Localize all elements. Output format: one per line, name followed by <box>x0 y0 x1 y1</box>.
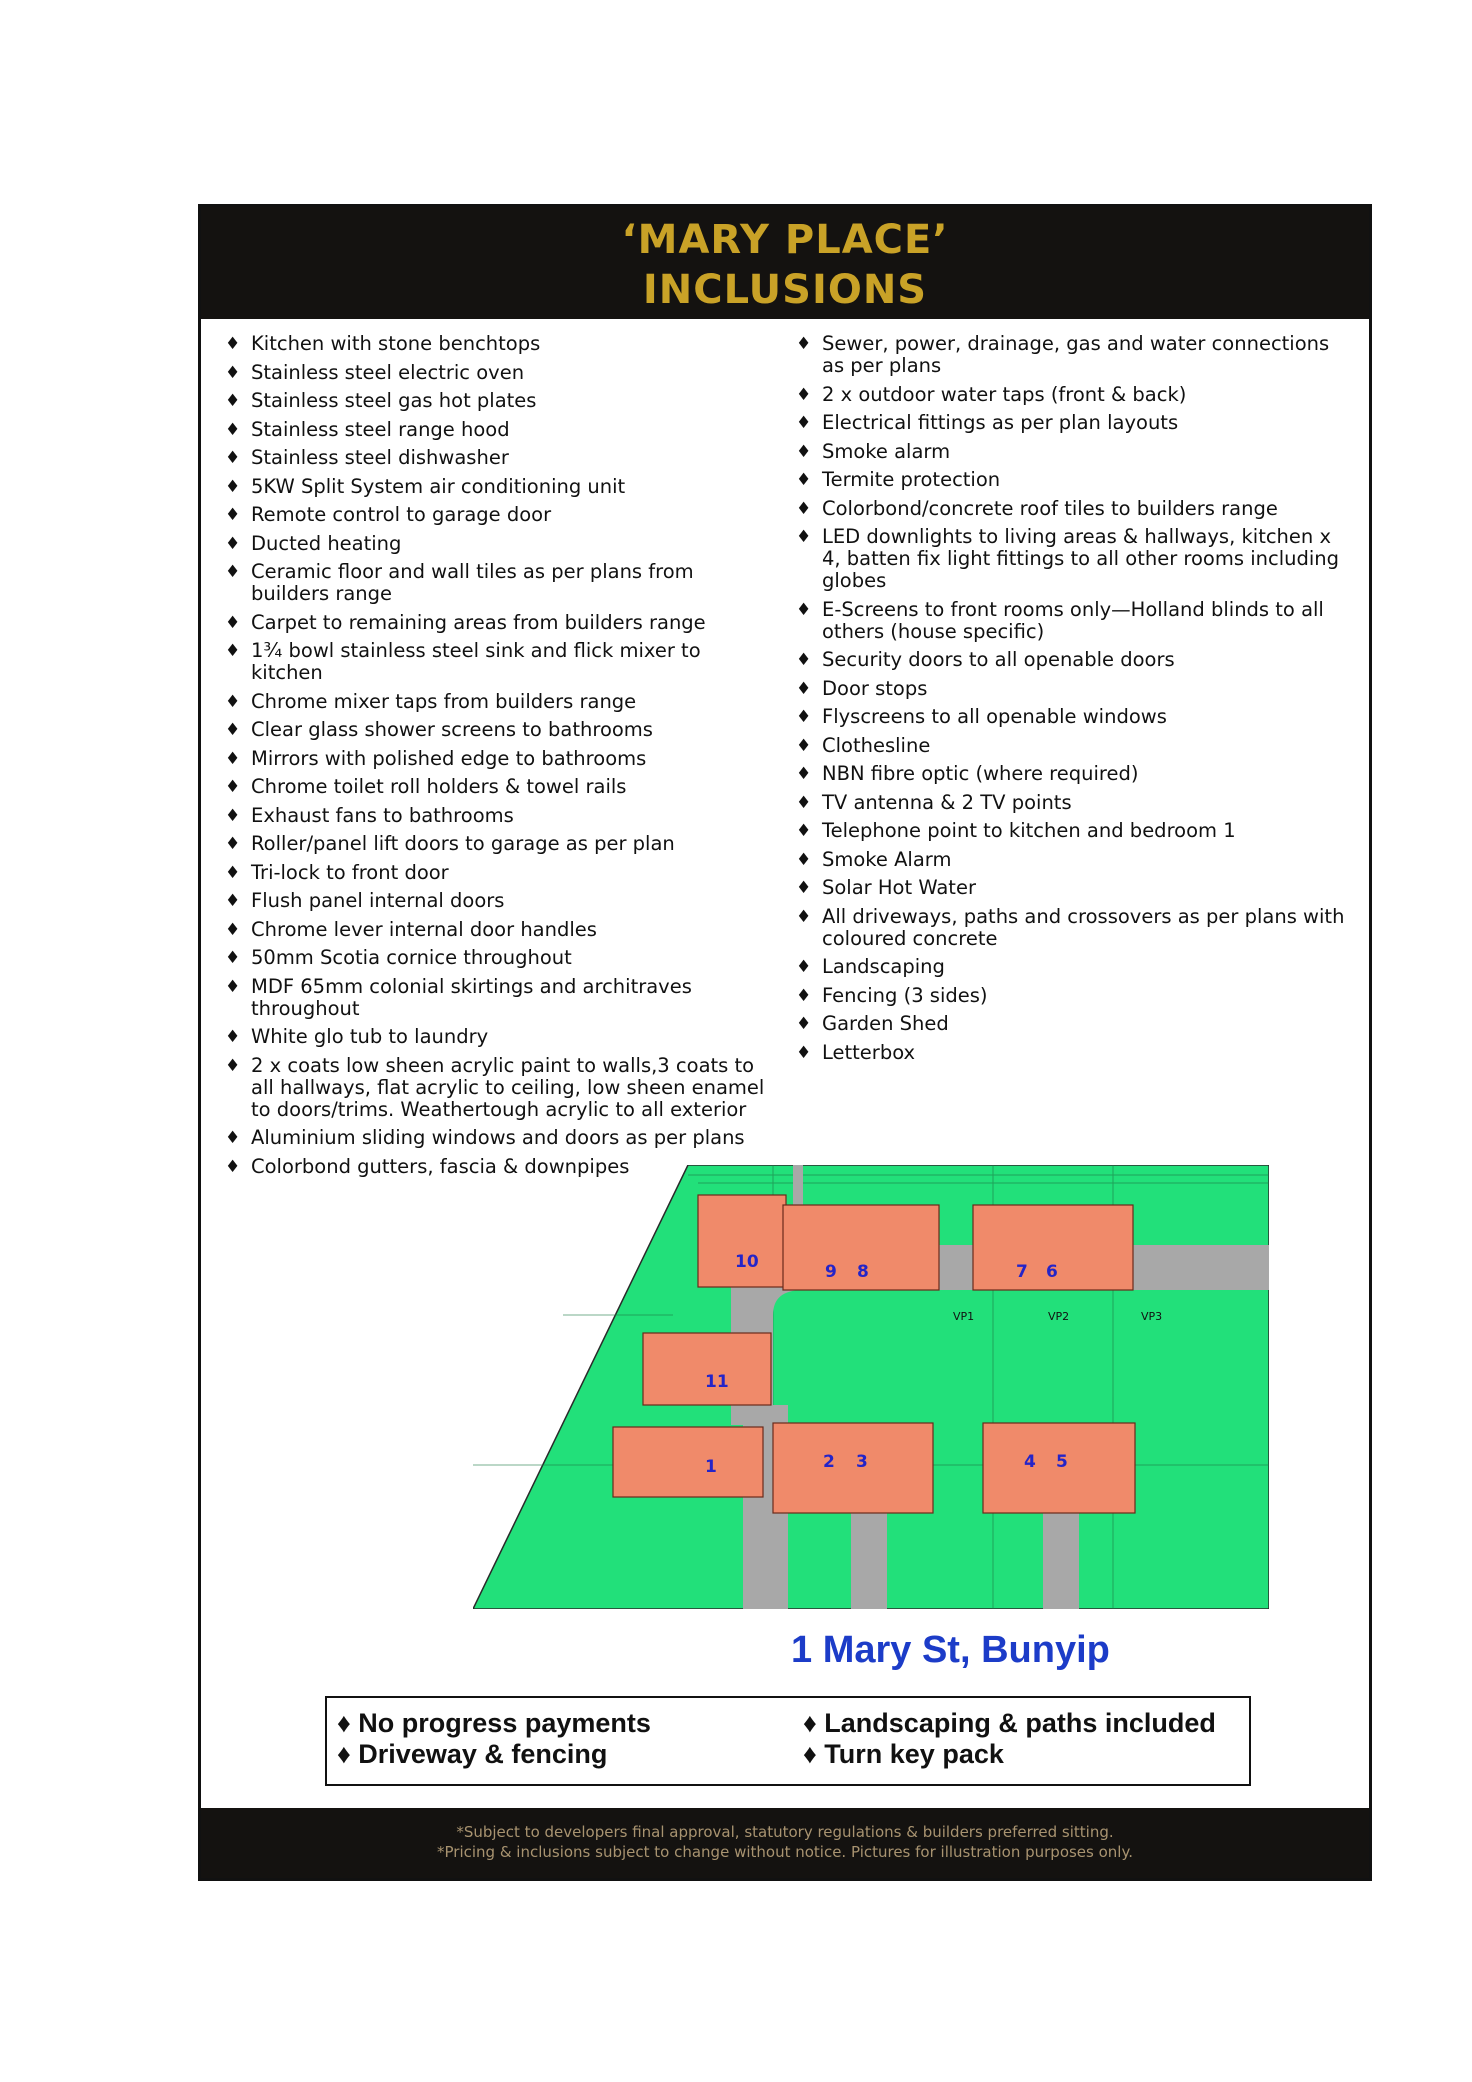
inclusion-text: All driveways, paths and crossovers as per plans with coloured concrete <box>822 904 1345 950</box>
diamond-bullet-icon: ♦ <box>796 1042 812 1063</box>
inclusion-item <box>796 906 1352 950</box>
diamond-bullet-icon: ♦ <box>225 476 241 497</box>
lot-label-7: 7 <box>1016 1262 1028 1282</box>
property-address: 1 Mary St, Bunyip <box>791 1629 1110 1671</box>
vp2-label: VP2 <box>1048 1310 1070 1323</box>
inclusion-item <box>796 526 1352 592</box>
diamond-bullet-icon: ♦ <box>225 1055 241 1076</box>
inclusion-text: E-Screens to front rooms only—Holland blinds to all others (house specific) <box>822 597 1324 643</box>
lot-label-3: 3 <box>856 1452 868 1472</box>
inclusion-item <box>225 805 765 827</box>
highlight-no-progress-payments: ♦ No progress payments <box>337 1708 651 1738</box>
inclusion-item <box>796 498 1352 520</box>
inclusion-item <box>225 504 765 526</box>
diamond-bullet-icon: ♦ <box>225 1027 241 1047</box>
inclusion-item <box>225 419 765 441</box>
title-line-2: INCLUSIONS <box>642 267 928 313</box>
inclusion-item <box>796 956 1352 978</box>
diamond-bullet-icon: ♦ <box>796 470 812 490</box>
inclusion-item <box>225 612 765 634</box>
inclusion-text: Smoke Alarm <box>822 847 952 871</box>
diamond-bullet-icon: ♦ <box>796 599 812 620</box>
diamond-bullet-icon: ♦ <box>796 334 812 354</box>
lot-label-1: 1 <box>705 1457 717 1477</box>
diamond-bullet-icon: ♦ <box>803 1739 817 1769</box>
lot-label-11: 11 <box>705 1372 729 1392</box>
diamond-bullet-icon: ♦ <box>225 419 241 440</box>
lot-label-8: 8 <box>857 1262 869 1282</box>
inclusion-item <box>796 763 1352 785</box>
diamond-bullet-icon: ♦ <box>803 1708 817 1738</box>
diamond-bullet-icon: ♦ <box>225 391 241 411</box>
inclusion-item <box>796 384 1352 406</box>
inclusion-text: Stainless steel range hood <box>251 417 510 441</box>
inclusion-text: Solar Hot Water <box>822 876 976 899</box>
diamond-bullet-icon: ♦ <box>225 834 241 854</box>
inclusion-text: Garden Shed <box>822 1012 949 1035</box>
inclusion-text: 2 x coats low sheen acrylic paint to walls,3 coats to all hallways, flat acrylic to ceiling, low sheen enamel to doors/trims. Weathertough acrylic to all exterior <box>251 1053 765 1121</box>
highlight-driveway-fencing: ♦ Driveway & fencing <box>337 1739 608 1769</box>
diamond-bullet-icon: ♦ <box>796 707 812 727</box>
inclusion-item <box>796 412 1352 434</box>
inclusion-text: Termite protection <box>822 468 1001 491</box>
inclusion-text: Clothesline <box>822 733 931 757</box>
inclusion-item <box>796 1042 1352 1064</box>
diamond-bullet-icon: ♦ <box>796 384 812 405</box>
inclusion-item <box>225 1026 765 1048</box>
inclusion-item <box>225 333 765 355</box>
diamond-bullet-icon: ♦ <box>225 641 241 661</box>
diamond-bullet-icon: ♦ <box>225 976 241 997</box>
inclusion-text: White glo tub to laundry <box>251 1025 489 1048</box>
inclusion-text: Aluminium sliding windows and doors as per plans <box>251 1126 745 1149</box>
inclusion-item <box>225 561 765 605</box>
inclusion-item <box>796 469 1352 491</box>
inclusion-text: Electrical fittings as per plan layouts <box>822 411 1179 434</box>
diamond-bullet-icon: ♦ <box>225 533 241 554</box>
inclusion-item <box>796 792 1352 814</box>
diamond-bullet-icon: ♦ <box>225 1128 241 1148</box>
diamond-bullet-icon: ♦ <box>796 498 812 519</box>
inclusion-item <box>225 947 765 969</box>
inclusion-text: TV antenna & 2 TV points <box>822 790 1072 814</box>
inclusion-text: Ceramic floor and wall tiles as per plans from builders range <box>251 560 694 605</box>
inclusion-text: Stainless steel electric oven <box>251 360 525 384</box>
inclusion-text: Colorbond/concrete roof tiles to builders range <box>822 496 1278 520</box>
diamond-bullet-icon: ♦ <box>225 862 241 883</box>
diamond-bullet-icon: ♦ <box>225 691 241 712</box>
inclusion-text: Exhaust fans to bathrooms <box>251 803 514 827</box>
house-lot-2-3 <box>773 1423 933 1513</box>
inclusion-text: Telephone point to kitchen and bedroom 1 <box>822 819 1236 842</box>
lot-label-2: 2 <box>823 1452 835 1472</box>
inclusion-text: Chrome mixer taps from builders range <box>251 689 637 713</box>
inclusion-item <box>796 985 1352 1007</box>
inclusion-item <box>225 640 765 684</box>
inclusion-item <box>225 362 765 384</box>
inclusion-text: Ducted heating <box>251 531 402 555</box>
diamond-bullet-icon: ♦ <box>337 1708 351 1738</box>
lot-label-10: 10 <box>735 1252 759 1272</box>
inclusion-text: Remote control to garage door <box>251 503 552 526</box>
inclusion-item <box>225 390 765 412</box>
inclusion-text: MDF 65mm colonial skirtings and architraves throughout <box>251 974 692 1020</box>
diamond-bullet-icon: ♦ <box>225 1156 241 1177</box>
diamond-bullet-icon: ♦ <box>796 735 812 756</box>
diamond-bullet-icon: ♦ <box>796 764 812 784</box>
inclusion-text: Smoke alarm <box>822 439 951 463</box>
inclusion-item <box>225 533 765 555</box>
inclusion-item <box>225 1127 765 1149</box>
inclusion-item <box>225 447 765 469</box>
diamond-bullet-icon: ♦ <box>796 650 812 670</box>
diamond-bullet-icon: ♦ <box>225 362 241 383</box>
inclusion-item <box>225 476 765 498</box>
inclusions-left-list <box>225 333 765 1184</box>
inclusion-item <box>796 849 1352 871</box>
diamond-bullet-icon: ♦ <box>796 1014 812 1034</box>
diamond-bullet-icon: ♦ <box>796 527 812 547</box>
inclusion-text: Stainless steel dishwasher <box>251 446 509 469</box>
diamond-bullet-icon: ♦ <box>225 562 241 582</box>
inclusion-item <box>796 1013 1352 1035</box>
inclusion-item <box>796 649 1352 671</box>
diamond-bullet-icon: ♦ <box>225 919 241 940</box>
diamond-bullet-icon: ♦ <box>796 792 812 813</box>
lot-label-4: 4 <box>1024 1452 1036 1472</box>
diamond-bullet-icon: ♦ <box>225 805 241 826</box>
diamond-bullet-icon: ♦ <box>225 948 241 968</box>
inclusion-item <box>796 820 1352 842</box>
diamond-bullet-icon: ♦ <box>796 985 812 1006</box>
highlight-landscaping-paths: ♦ Landscaping & paths included <box>803 1708 1216 1738</box>
inclusion-text: Sewer, power, drainage, gas and water connections as per plans <box>822 332 1330 377</box>
inclusion-text: Letterbox <box>822 1040 916 1064</box>
highlights-box <box>325 1696 1251 1786</box>
inclusion-text: 50mm Scotia cornice throughout <box>251 946 572 969</box>
brochure-frame <box>198 204 1372 1881</box>
diamond-bullet-icon: ♦ <box>225 612 241 633</box>
inclusion-text: Fencing (3 sides) <box>822 983 988 1007</box>
diamond-bullet-icon: ♦ <box>796 678 812 699</box>
inclusion-item <box>796 333 1352 377</box>
inclusion-text: NBN fibre optic (where required) <box>822 762 1139 785</box>
diamond-bullet-icon: ♦ <box>796 957 812 977</box>
inclusion-text: Door stops <box>822 676 928 700</box>
diamond-bullet-icon: ♦ <box>225 720 241 740</box>
footer-disclaimer-1: *Subject to developers final approval, statutory regulations & builders preferred sitting. <box>456 1823 1114 1841</box>
diamond-bullet-icon: ♦ <box>225 505 241 525</box>
lot-label-5: 5 <box>1056 1452 1068 1472</box>
inclusion-text: Carpet to remaining areas from builders range <box>251 610 706 634</box>
inclusion-text: 2 x outdoor water taps (front & back) <box>822 382 1187 406</box>
lot-label-6: 6 <box>1046 1262 1058 1282</box>
vp3-label: VP3 <box>1141 1310 1163 1323</box>
inclusion-text: Tri-lock to front door <box>251 860 449 884</box>
inclusion-text: Landscaping <box>822 955 945 978</box>
inclusion-text: 5KW Split System air conditioning unit <box>251 474 626 498</box>
inclusion-item <box>225 719 765 741</box>
inclusion-item <box>225 833 765 855</box>
inclusion-text: Flyscreens to all openable windows <box>822 705 1167 728</box>
diamond-bullet-icon: ♦ <box>225 777 241 797</box>
inclusion-text: Colorbond gutters, fascia & downpipes <box>251 1154 630 1178</box>
inclusion-text: Chrome toilet roll holders & towel rails <box>251 775 627 798</box>
inclusion-item <box>796 441 1352 463</box>
inclusion-item <box>225 1055 765 1121</box>
diamond-bullet-icon: ♦ <box>796 878 812 898</box>
highlight-turn-key-pack: ♦ Turn key pack <box>803 1739 1004 1769</box>
inclusion-text: Kitchen with stone benchtops <box>251 332 541 355</box>
diamond-bullet-icon: ♦ <box>225 891 241 911</box>
inclusion-text: Security doors to all openable doors <box>822 648 1175 671</box>
inclusion-text: Flush panel internal doors <box>251 889 505 912</box>
diamond-bullet-icon: ♦ <box>796 849 812 870</box>
inclusion-text: Clear glass shower screens to bathrooms <box>251 718 653 741</box>
house-lot-10 <box>698 1195 786 1287</box>
site-plan <box>473 1165 1269 1609</box>
inclusion-item <box>225 748 765 770</box>
diamond-bullet-icon: ♦ <box>796 413 812 433</box>
inclusions-right-list <box>796 333 1352 1070</box>
diamond-bullet-icon: ♦ <box>796 821 812 841</box>
inclusion-text: Stainless steel gas hot plates <box>251 389 537 412</box>
footer-disclaimer-2: *Pricing & inclusions subject to change without notice. Pictures for illustration purposes only. <box>437 1843 1133 1861</box>
inclusion-text: 1¾ bowl stainless steel sink and flick mixer to kitchen <box>251 639 701 684</box>
inclusion-text: Chrome lever internal door handles <box>251 917 597 941</box>
inclusion-item <box>225 976 765 1020</box>
house-lot-11 <box>643 1333 771 1405</box>
title-line-1: ‘MARY PLACE’ <box>621 217 949 263</box>
inclusion-item <box>796 599 1352 643</box>
diamond-bullet-icon: ♦ <box>796 906 812 927</box>
inclusion-text: LED downlights to living areas & hallways, kitchen x 4, batten fix light fittings to all other rooms including globes <box>822 525 1340 592</box>
diamond-bullet-icon: ♦ <box>225 448 241 468</box>
inclusion-item <box>225 691 765 713</box>
diamond-bullet-icon: ♦ <box>225 334 241 354</box>
house-lot-1 <box>613 1427 763 1497</box>
inclusion-item <box>225 890 765 912</box>
inclusion-item <box>796 706 1352 728</box>
diamond-bullet-icon: ♦ <box>225 748 241 769</box>
inclusion-item <box>225 776 765 798</box>
inclusion-item <box>225 862 765 884</box>
inclusion-text: Roller/panel lift doors to garage as per plan <box>251 832 675 855</box>
diamond-bullet-icon: ♦ <box>337 1739 351 1769</box>
inclusion-item <box>796 877 1352 899</box>
inclusion-item <box>796 735 1352 757</box>
inclusion-item <box>225 919 765 941</box>
inclusion-text: Mirrors with polished edge to bathrooms <box>251 746 647 770</box>
footer-banner <box>201 1808 1369 1878</box>
lot-label-9: 9 <box>825 1262 837 1282</box>
header-banner <box>201 207 1369 319</box>
inclusion-item <box>796 678 1352 700</box>
vp1-label: VP1 <box>953 1310 975 1323</box>
diamond-bullet-icon: ♦ <box>796 441 812 462</box>
